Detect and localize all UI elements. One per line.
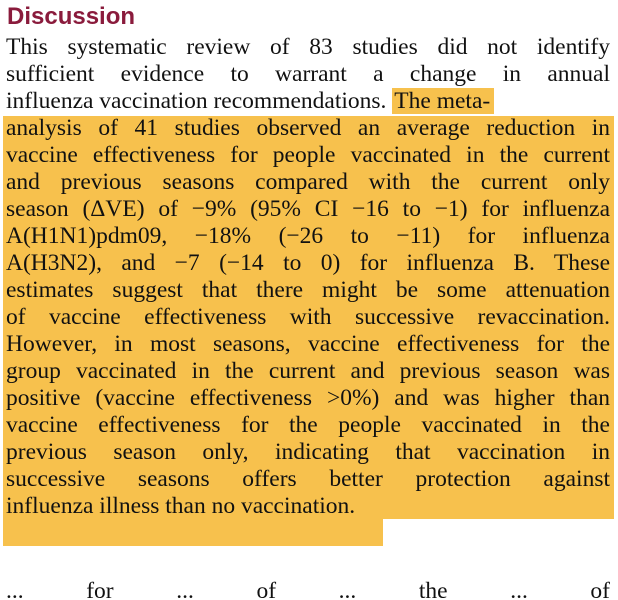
- text-line-11: of vaccine effectiveness with successive revaccination.: [6, 304, 610, 330]
- text-line-6: and previous seasons compared with the current only: [6, 169, 610, 195]
- text-line-15: vaccine effectiveness for the people vaccinated in the: [6, 412, 610, 438]
- text-line-18: influenza illness than no vaccination.: [6, 493, 356, 519]
- text-line-2: sufficient evidence to warrant a change in annual: [6, 61, 610, 87]
- discussion-heading: Discussion: [7, 3, 136, 30]
- highlight-start: The meta-: [392, 88, 494, 114]
- text-line-10: estimates suggest that there might be some attenuation: [6, 277, 610, 303]
- next-line-partial: ... for ... of ... the ... of: [6, 578, 610, 598]
- text-line-17: successive seasons offers better protection against: [6, 466, 610, 492]
- text-line-9: A(H3N2), and −7 (−14 to 0) for influenza B. These: [6, 250, 610, 276]
- highlight-block-last: [3, 519, 383, 546]
- text-line-1: This systematic review of 83 studies did not identify: [6, 34, 610, 60]
- text-line-4: analysis of 41 studies observed an average reduction in: [6, 115, 610, 141]
- text-line-13: group vaccinated in the current and previous season was: [6, 358, 610, 384]
- text-line-3: [6, 88, 610, 115]
- text-line-5: vaccine effectiveness for people vaccinated in the current: [6, 142, 610, 168]
- text-line-3-plain: influenza vaccination recommendations.: [6, 88, 387, 114]
- text-line-8: A(H1N1)pdm09, −18% (−26 to −11) for influenza: [6, 223, 610, 249]
- text-line-7: season (ΔVE) of −9% (95% CI −16 to −1) for influenza: [6, 196, 610, 222]
- text-line-12: However, in most seasons, vaccine effectiveness for the: [6, 331, 610, 357]
- text-line-14: positive (vaccine effectiveness >0%) and was higher than: [6, 385, 610, 411]
- text-line-16: previous season only, indicating that vaccination in: [6, 439, 610, 465]
